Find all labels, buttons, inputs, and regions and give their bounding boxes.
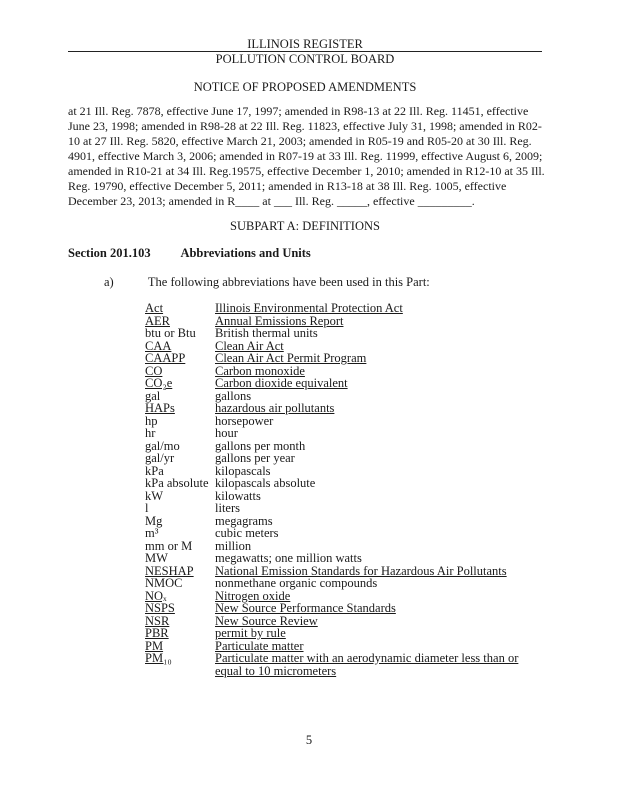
abbreviation-term: HAPs <box>145 401 175 415</box>
subpart-heading: SUBPART A: DEFINITIONS <box>230 219 380 233</box>
abbreviation-term: PM <box>145 638 164 653</box>
abbreviation-definition: cubic meters <box>215 526 279 540</box>
abbreviation-term: PBR <box>145 626 169 640</box>
abbreviation-term: NSPS <box>145 601 175 615</box>
abbreviation-row <box>145 552 545 565</box>
abbreviation-row <box>145 652 545 677</box>
abbreviation-row <box>145 427 545 440</box>
abbreviation-row <box>145 502 545 515</box>
abbreviation-definition: permit by rule <box>215 626 286 640</box>
abbreviation-row <box>145 352 545 365</box>
board-name: POLLUTION CONTROL BOARD <box>215 52 395 66</box>
abbreviation-definition: kilopascals absolute <box>215 476 316 490</box>
abbreviation-row <box>145 577 545 590</box>
abbreviation-definition: Nitrogen oxide <box>215 588 291 603</box>
abbreviation-row <box>145 477 545 490</box>
abbreviation-definition: Clean Air Act Permit Program <box>215 351 367 365</box>
abbreviation-definition: Carbon dioxide equivalent <box>215 376 348 390</box>
abbreviation-definition: gallons per year <box>215 451 295 465</box>
abbreviation-row <box>145 315 545 328</box>
abbreviation-definition: Particulate matter with an aerodynamic diameter less than or equal to 10 micrometers <box>215 651 519 678</box>
abbreviation-term: Mg <box>145 513 163 528</box>
abbreviation-term: NSR <box>145 613 170 628</box>
abbreviation-term: m³ <box>145 526 159 540</box>
amendment-history: at 21 Ill. Reg. 7878, effective June 17, 1997; amended in R98-13 at 22 Ill. Reg. 11451, effective June 23, 1998; amended in R98-28 at 22 Ill. Reg. 11823, effective July 31, 1998; amended in R02-10 at 27 Ill. Reg. 5820, effective March 21, 2003; amended in R05-19 and R05-20 at 30 Ill. Reg. 4901, effective March 3, 2006; amended in R07-19 at 33 Ill. Reg. 11999, effective August 6, 2009; amended in R10-21 at 34 Ill. Reg.19575, effective December 1, 2010; amended in R12-10 at 35 Ill. Reg. 19790, effective December 5, 2011; amended in R13-18 at 38 Ill. Reg. 1005, effective December 23, 2013; amended in R____ at ___ Ill. Reg. _____, effective _________. <box>68 104 545 208</box>
abbreviation-definition: liters <box>215 501 240 515</box>
abbreviation-row <box>145 627 545 640</box>
abbreviation-definition: Annual Emissions Report <box>215 313 344 328</box>
abbreviation-row <box>145 515 545 528</box>
section-number: Section 201.103 <box>68 246 151 260</box>
register-title: ILLINOIS REGISTER <box>68 38 542 52</box>
abbreviation-row <box>145 452 545 465</box>
abbreviation-definition: Clean Air Act <box>215 338 284 353</box>
abbreviation-term: gal <box>145 388 161 403</box>
abbreviation-term: CAA <box>145 338 172 353</box>
abbreviation-term: l <box>145 501 149 515</box>
section-title: Abbreviations and Units <box>180 246 311 260</box>
abbreviation-definition: Carbon monoxide <box>215 363 305 378</box>
abbreviation-definition: Illinois Environmental Protection Act <box>215 301 403 315</box>
abbreviation-row <box>145 390 545 403</box>
page-number: 5 <box>305 733 313 747</box>
abbreviation-term: MW <box>145 551 168 565</box>
abbreviation-row <box>145 602 545 615</box>
abbreviation-definition: New Source Review <box>215 613 318 628</box>
abbreviation-term: CO₂e <box>145 376 173 390</box>
abbreviation-definition: New Source Performance Standards <box>215 601 396 615</box>
register-header <box>68 38 542 66</box>
abbreviation-row <box>145 327 545 340</box>
abbreviation-row <box>145 490 545 503</box>
abbreviation-definition: gallons <box>215 388 252 403</box>
abbreviation-term: NOₓ <box>145 588 167 603</box>
abbreviation-definition: kilopascals <box>215 463 271 478</box>
abbreviation-definition: Particulate matter <box>215 638 304 653</box>
abbreviation-definition: hazardous air pollutants <box>215 401 335 415</box>
abbreviation-definition: horsepower <box>215 413 274 428</box>
abbreviation-definition: megagrams <box>215 513 273 528</box>
abbreviation-definition: hour <box>215 426 238 440</box>
abbreviation-term: kW <box>145 488 164 503</box>
abbreviation-row <box>145 527 545 540</box>
abbreviation-term: btu or Btu <box>145 326 196 340</box>
abbreviation-term: mm or M <box>145 538 193 553</box>
abbreviation-term: kPa <box>145 463 164 478</box>
abbreviation-term: hr <box>145 426 156 440</box>
abbreviation-definition: British thermal units <box>215 326 318 340</box>
abbreviation-term: Act <box>145 301 164 315</box>
abbreviation-row <box>145 615 545 628</box>
abbreviation-row <box>145 377 545 390</box>
abbreviation-definition: National Emission Standards for Hazardous Air Pollutants <box>215 563 507 578</box>
abbreviation-definition: gallons per month <box>215 438 306 453</box>
paragraph-a <box>104 275 430 290</box>
abbreviation-definition: million <box>215 538 252 553</box>
notice-title: NOTICE OF PROPOSED AMENDMENTS <box>193 80 417 94</box>
abbreviation-row <box>145 415 545 428</box>
abbreviation-term: hp <box>145 413 158 428</box>
abbreviation-term: CO <box>145 363 163 378</box>
abbreviation-term: PM₁₀ <box>145 651 172 665</box>
abbreviation-row <box>145 440 545 453</box>
abbreviation-term: CAAPP <box>145 351 186 365</box>
abbreviation-definition: megawatts; one million watts <box>215 551 362 565</box>
abbreviation-term: NESHAP <box>145 563 194 578</box>
abbreviation-row <box>145 402 545 415</box>
abbreviation-term: gal/yr <box>145 451 175 465</box>
abbreviation-definition: kilowatts <box>215 488 261 503</box>
paragraph-marker: a) <box>104 275 114 289</box>
abbreviation-term: kPa absolute <box>145 476 209 490</box>
abbreviation-list <box>145 302 545 677</box>
abbreviation-term: gal/mo <box>145 438 180 453</box>
abbreviation-row <box>145 302 545 315</box>
abbreviation-definition: nonmethane organic compounds <box>215 576 378 590</box>
abbreviation-term: NMOC <box>145 576 183 590</box>
abbreviation-term: AER <box>145 313 170 328</box>
section-heading <box>68 246 311 261</box>
paragraph-text: The following abbreviations have been used in this Part: <box>147 275 430 289</box>
